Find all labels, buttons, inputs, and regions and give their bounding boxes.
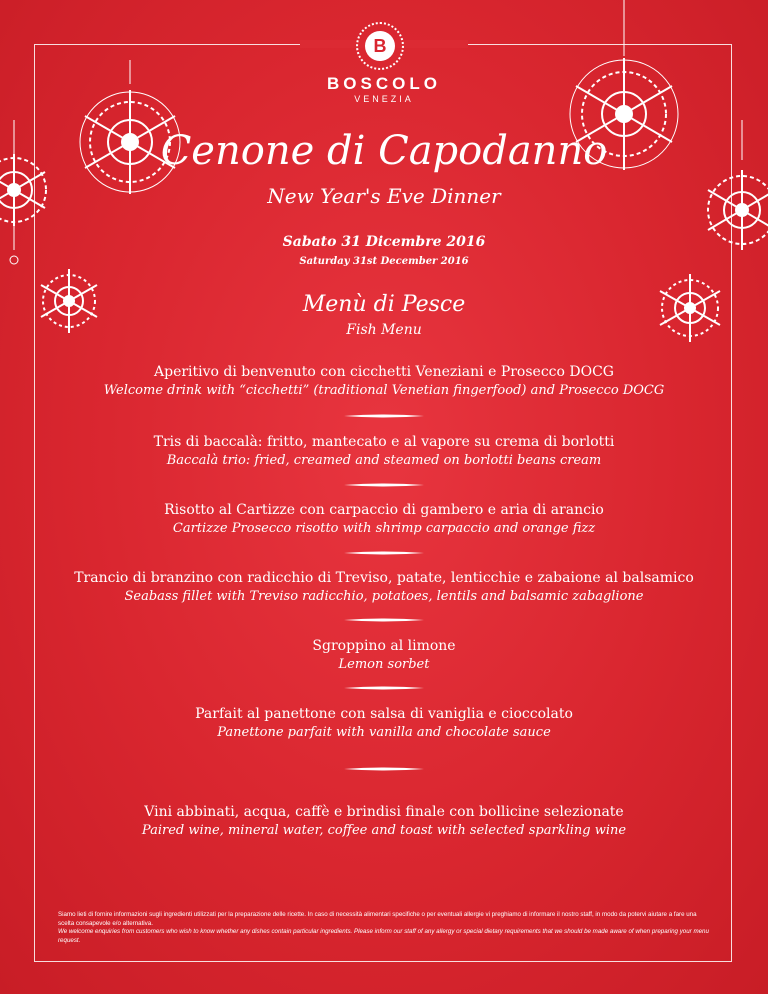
course-name-en: Panettone parfait with vanilla and chocolate sauce — [217, 725, 551, 740]
menu-title: Menù di Pesce — [302, 292, 466, 317]
allergy-notice-en: We welcome enquiries from customers who wish to know whether any dishes contain particular ingredients. Please inform our staff of any allergy or special dietary requirements that we should be made aware of when preparing your menu request. — [58, 928, 709, 944]
menu-subtitle: Fish Menu — [346, 322, 422, 338]
course-name-it: Tris di baccalà: fritto, mantecato e al vapore su crema di borlotti — [153, 434, 615, 450]
course-name-it: Sgroppino al limone — [312, 638, 456, 654]
brand-logo-letter: B — [365, 31, 395, 61]
event-subtitle: New Year's Eve Dinner — [267, 184, 501, 208]
course-name-it: Parfait al panettone con salsa di vaniglia e cioccolato — [195, 706, 573, 722]
course-name-it: Trancio di branzino con radicchio di Treviso, patate, lenticchie e zabaione al balsamico — [74, 570, 694, 586]
course-name-it: Risotto al Cartizze con carpaccio di gambero e aria di arancio — [164, 502, 604, 518]
event-date-en: Saturday 31st December 2016 — [299, 256, 469, 267]
event-title: Cenone di Capodanno — [160, 128, 608, 174]
event-date-it: Sabato 31 Dicembre 2016 — [282, 234, 486, 250]
course-name-it: Aperitivo di benvenuto con cicchetti Veneziani e Prosecco DOCG — [154, 364, 614, 380]
course-name-en: Paired wine, mineral water, coffee and toast with selected sparkling wine — [141, 823, 627, 838]
course-item — [0, 432, 768, 470]
course-name-en: Cartizze Prosecco risotto with shrimp carpaccio and orange fizz — [172, 521, 596, 536]
divider-ornament — [344, 617, 424, 623]
allergy-notice — [58, 911, 710, 945]
course-name-en: Seabass fillet with Treviso radicchio, potatoes, lentils and balsamic zabaglione — [124, 589, 644, 604]
divider-ornament — [344, 413, 424, 419]
divider-ornament — [344, 482, 424, 488]
divider-ornament — [344, 685, 424, 691]
brand-name: BOSCOLO — [327, 74, 441, 93]
course-item — [0, 636, 768, 674]
course-name-en: Welcome drink with “cicchetti” (traditional Venetian fingerfood) and Prosecco DOCG — [103, 383, 665, 398]
course-item — [0, 704, 768, 742]
allergy-notice-it: Siamo lieti di fornire informazioni sugli ingredienti utilizzati per la preparazione delle ricette. In caso di necessità alimentari specifiche o per eventuali allergie vi preghiamo di informare il nostro staff, in modo da potervi aiutare a fare una scelta consapevole e/o alternativa. — [58, 911, 697, 927]
brand-logo — [356, 22, 404, 70]
course-name-en: Baccalà trio: fried, creamed and steamed on borlotti beans cream — [166, 453, 602, 468]
divider-ornament — [344, 766, 424, 772]
divider-ornament — [344, 550, 424, 556]
course-item — [0, 500, 768, 538]
course-name-it: Vini abbinati, acqua, caffè e brindisi finale con bollicine selezionate — [144, 804, 624, 820]
course-item — [0, 802, 768, 840]
course-name-en: Lemon sorbet — [338, 657, 430, 672]
course-item — [0, 568, 768, 606]
course-item — [0, 362, 768, 400]
brand-location: VENEZIA — [354, 94, 414, 104]
